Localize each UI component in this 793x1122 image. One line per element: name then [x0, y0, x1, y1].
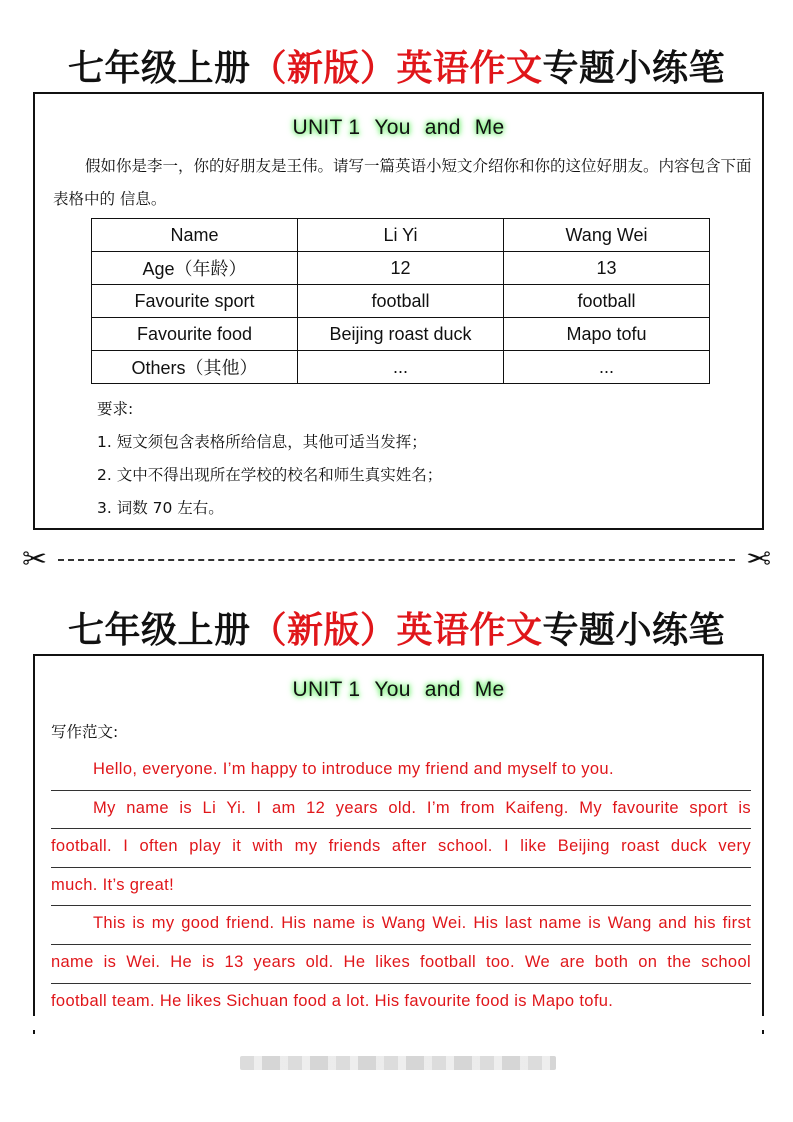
table-cell: Li Yi — [298, 219, 504, 252]
essay-box — [33, 654, 764, 1034]
table-cell: 13 — [504, 252, 710, 285]
cut-divider — [22, 544, 771, 576]
table-cell: ... — [298, 351, 504, 384]
table-cell: Age（年龄） — [92, 252, 298, 285]
task-prompt: 假如你是李一，你的好朋友是王伟。请写一篇英语小短文介绍你和你的这位好朋友。内容包含下面表格中的 信息。 — [53, 157, 752, 208]
title-suffix: 专题小练笔 — [542, 48, 726, 89]
essay-line: Hello, everyone. I’m happy to introduce my friend and myself to you. — [51, 752, 751, 791]
table-row — [92, 285, 710, 318]
essay-line: much. It’s great! — [51, 868, 751, 907]
unit-word-3: Me — [474, 678, 505, 701]
info-table — [91, 218, 710, 384]
unit-code: UNIT 1 — [292, 678, 361, 701]
scissors-icon: ✂ — [745, 542, 771, 577]
table-cell: football — [504, 285, 710, 318]
requirement-item: 2. 文中不得出现所在学校的校名和师生真实姓名； — [97, 466, 443, 484]
requirement-item: 3. 词数 70 左右。 — [97, 499, 224, 517]
unit-word-2: and — [424, 116, 461, 139]
title-prefix: 七年级上册 — [67, 610, 251, 651]
table-row — [92, 318, 710, 351]
table-cell: Beijing roast duck — [298, 318, 504, 351]
scissors-icon: ✂ — [22, 542, 48, 577]
table-cell: ... — [504, 351, 710, 384]
table-cell: Mapo tofu — [504, 318, 710, 351]
table-cell: Wang Wei — [504, 219, 710, 252]
page-title — [0, 40, 793, 91]
table-row — [92, 219, 710, 252]
table-row — [92, 351, 710, 384]
essay-line: name is Wei. He is 13 years old. He likes football too. We are both on the school — [51, 945, 751, 984]
title-prefix: 七年级上册 — [67, 48, 251, 89]
unit-word-2: and — [424, 678, 461, 701]
table-cell: Favourite sport — [92, 285, 298, 318]
essay-line: My name is Li Yi. I am 12 years old. I’m from Kaifeng. My favourite sport is — [51, 791, 751, 830]
table-cell: Others（其他） — [92, 351, 298, 384]
unit-word-1: You — [374, 678, 411, 701]
unit-code: UNIT 1 — [292, 116, 361, 139]
essay-line: football. I often play it with my friends after school. I like Beijing roast duck very — [51, 829, 751, 868]
title-highlight: （新版）英语作文 — [250, 610, 543, 651]
requirement-item: 1. 短文须包含表格所给信息，其他可适当发挥； — [97, 433, 427, 451]
table-cell: 12 — [298, 252, 504, 285]
essay-label: 写作范文: — [51, 723, 119, 741]
page-cutoff — [33, 1016, 764, 1030]
unit-word-1: You — [374, 116, 411, 139]
sample-essay — [51, 752, 751, 1022]
page-title — [0, 602, 793, 653]
title-highlight: （新版）英语作文 — [250, 48, 543, 89]
title-suffix: 专题小练笔 — [542, 610, 726, 651]
table-row — [92, 252, 710, 285]
table-cell: football — [298, 285, 504, 318]
task-box — [33, 92, 764, 530]
requirements-label: 要求: — [97, 400, 134, 418]
table-cell: Favourite food — [92, 318, 298, 351]
unit-heading — [35, 116, 762, 140]
table-cell: Name — [92, 219, 298, 252]
unit-heading — [35, 678, 762, 702]
dashed-line — [58, 559, 735, 561]
watermark-blur — [240, 1056, 556, 1070]
essay-line: football team. He likes Sichuan food a lot. His favourite food is Mapo tofu. — [51, 984, 751, 1023]
essay-line: This is my good friend. His name is Wang Wei. His last name is Wang and his first — [51, 906, 751, 945]
unit-word-3: Me — [474, 116, 505, 139]
